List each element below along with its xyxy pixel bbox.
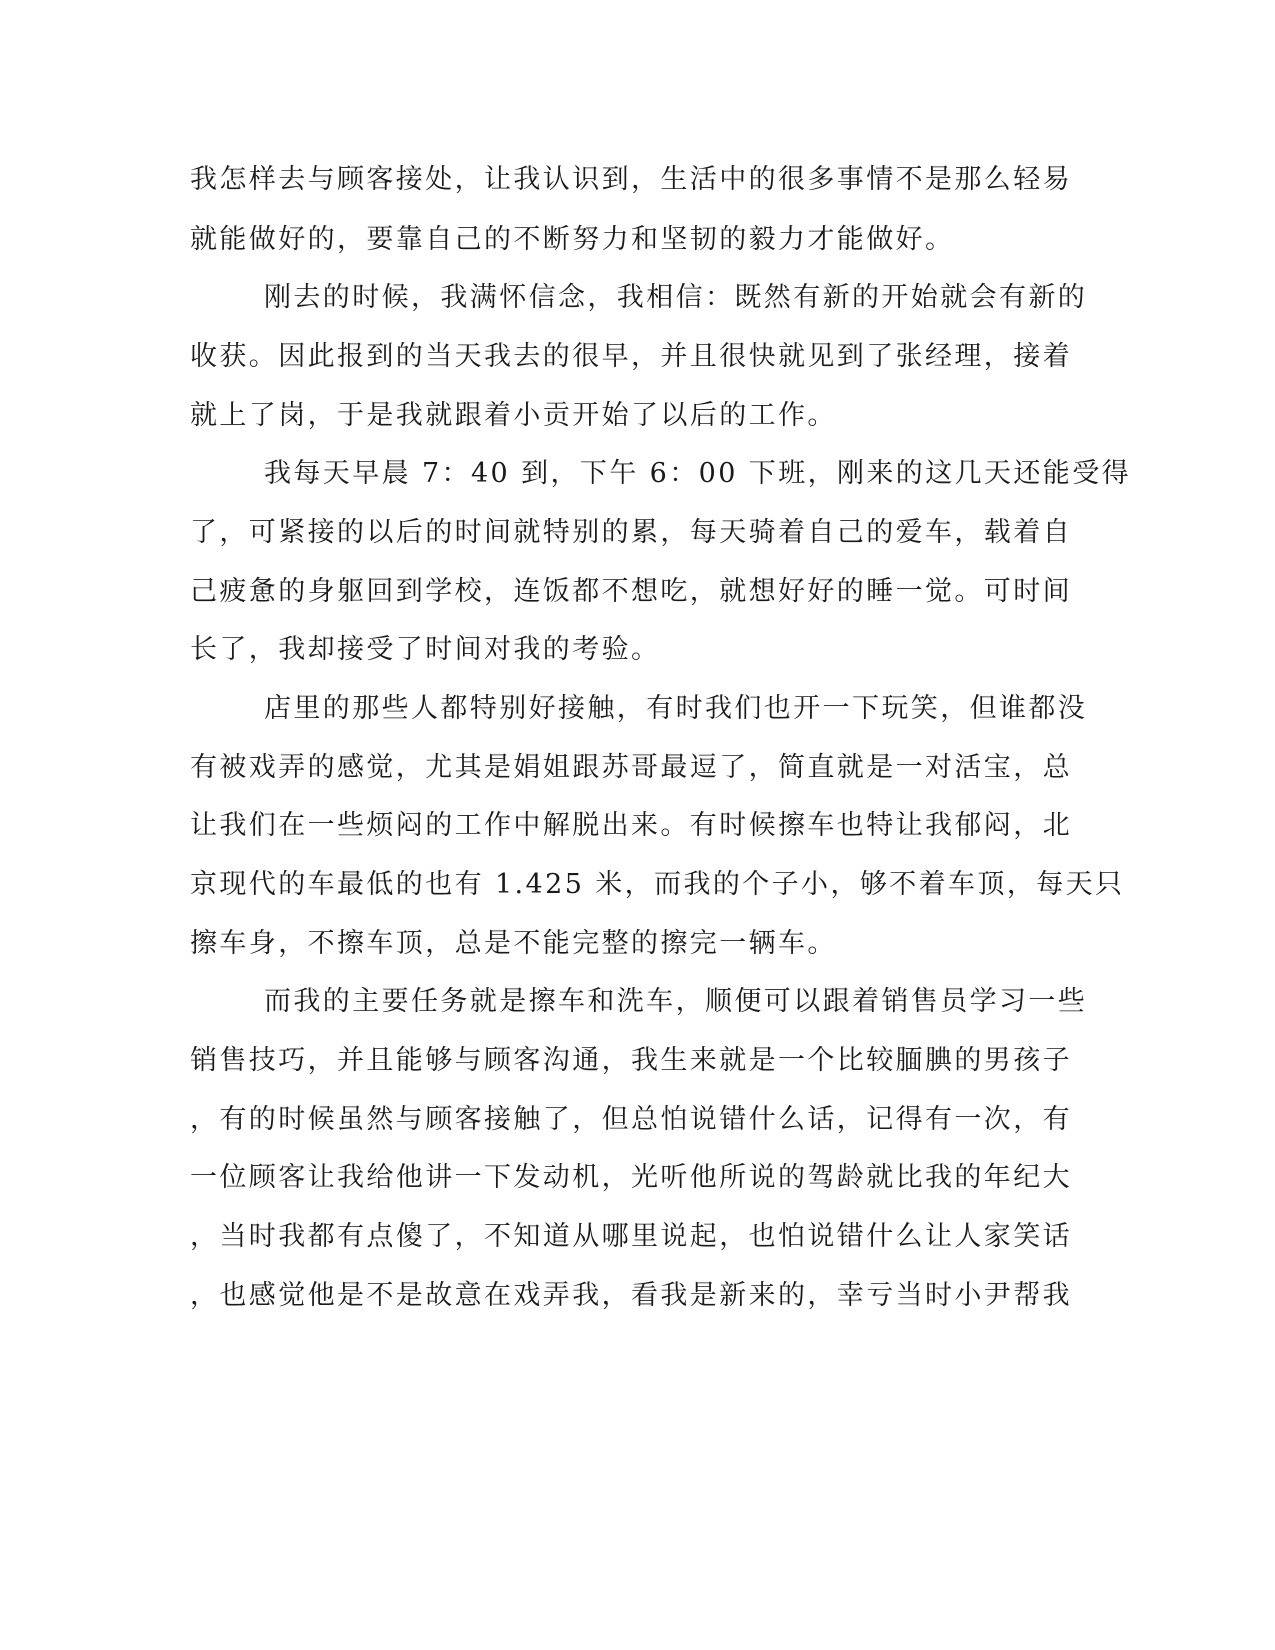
text-line: 有被戏弄的感觉，尤其是娟姐跟苏哥最逗了，简直就是一对活宝，总 (190, 752, 1072, 783)
text-line: 了，可紧接的以后的时间就特别的累，每天骑着自己的爱车，载着自 (190, 517, 1072, 548)
text-line: 擦车身，不擦车顶，总是不能完整的擦完一辆车。 (190, 928, 837, 959)
text-line: 己疲惫的身躯回到学校，连饭都不想吃，就想好好的睡一觉。可时间 (190, 576, 1072, 607)
text-line: 我怎样去与顾客接处，让我认识到，生活中的很多事情不是那么轻易 (190, 164, 1072, 195)
text-line: 一位顾客让我给他讲一下发动机，光听他所说的驾龄就比我的年纪大 (190, 1162, 1072, 1193)
paragraph-first-line: 店里的那些人都特别好接触，有时我们也开一下玩笑，但谁都没 (264, 693, 1088, 724)
text-line: 收获。因此报到的当天我去的很早，并且很快就见到了张经理，接着 (190, 341, 1072, 372)
text-line: 就上了岗，于是我就跟着小贡开始了以后的工作。 (190, 400, 837, 431)
paragraph-first-line: 而我的主要任务就是擦车和洗车，顺便可以跟着销售员学习一些 (264, 986, 1088, 1017)
text-line: 让我们在一些烦闷的工作中解脱出来。有时候擦车也特让我郁闷，北 (190, 810, 1072, 841)
text-line: ，当时我都有点傻了，不知道从哪里说起，也怕说错什么让人家笑话 (190, 1221, 1072, 1252)
text-line: 就能做好的，要靠自己的不断努力和坚韧的毅力才能做好。 (190, 224, 955, 255)
paragraph-first-line: 我每天早晨 7：40 到，下午 6：00 下班，刚来的这几天还能受得 (264, 458, 1131, 489)
text-line: 销售技巧，并且能够与顾客沟通，我生来就是一个比较腼腆的男孩子 (190, 1045, 1072, 1076)
text-line: 长了，我却接受了时间对我的考验。 (190, 634, 661, 665)
text-line: ，有的时候虽然与顾客接触了，但总怕说错什么话，记得有一次，有 (190, 1104, 1072, 1135)
text-line: 京现代的车最低的也有 1.425 米，而我的个子小，够不着车顶，每天只 (190, 869, 1125, 900)
text-line: ，也感觉他是不是故意在戏弄我，看我是新来的，幸亏当时小尹帮我 (190, 1280, 1072, 1311)
paragraph-first-line: 刚去的时候，我满怀信念，我相信：既然有新的开始就会有新的 (264, 282, 1088, 313)
